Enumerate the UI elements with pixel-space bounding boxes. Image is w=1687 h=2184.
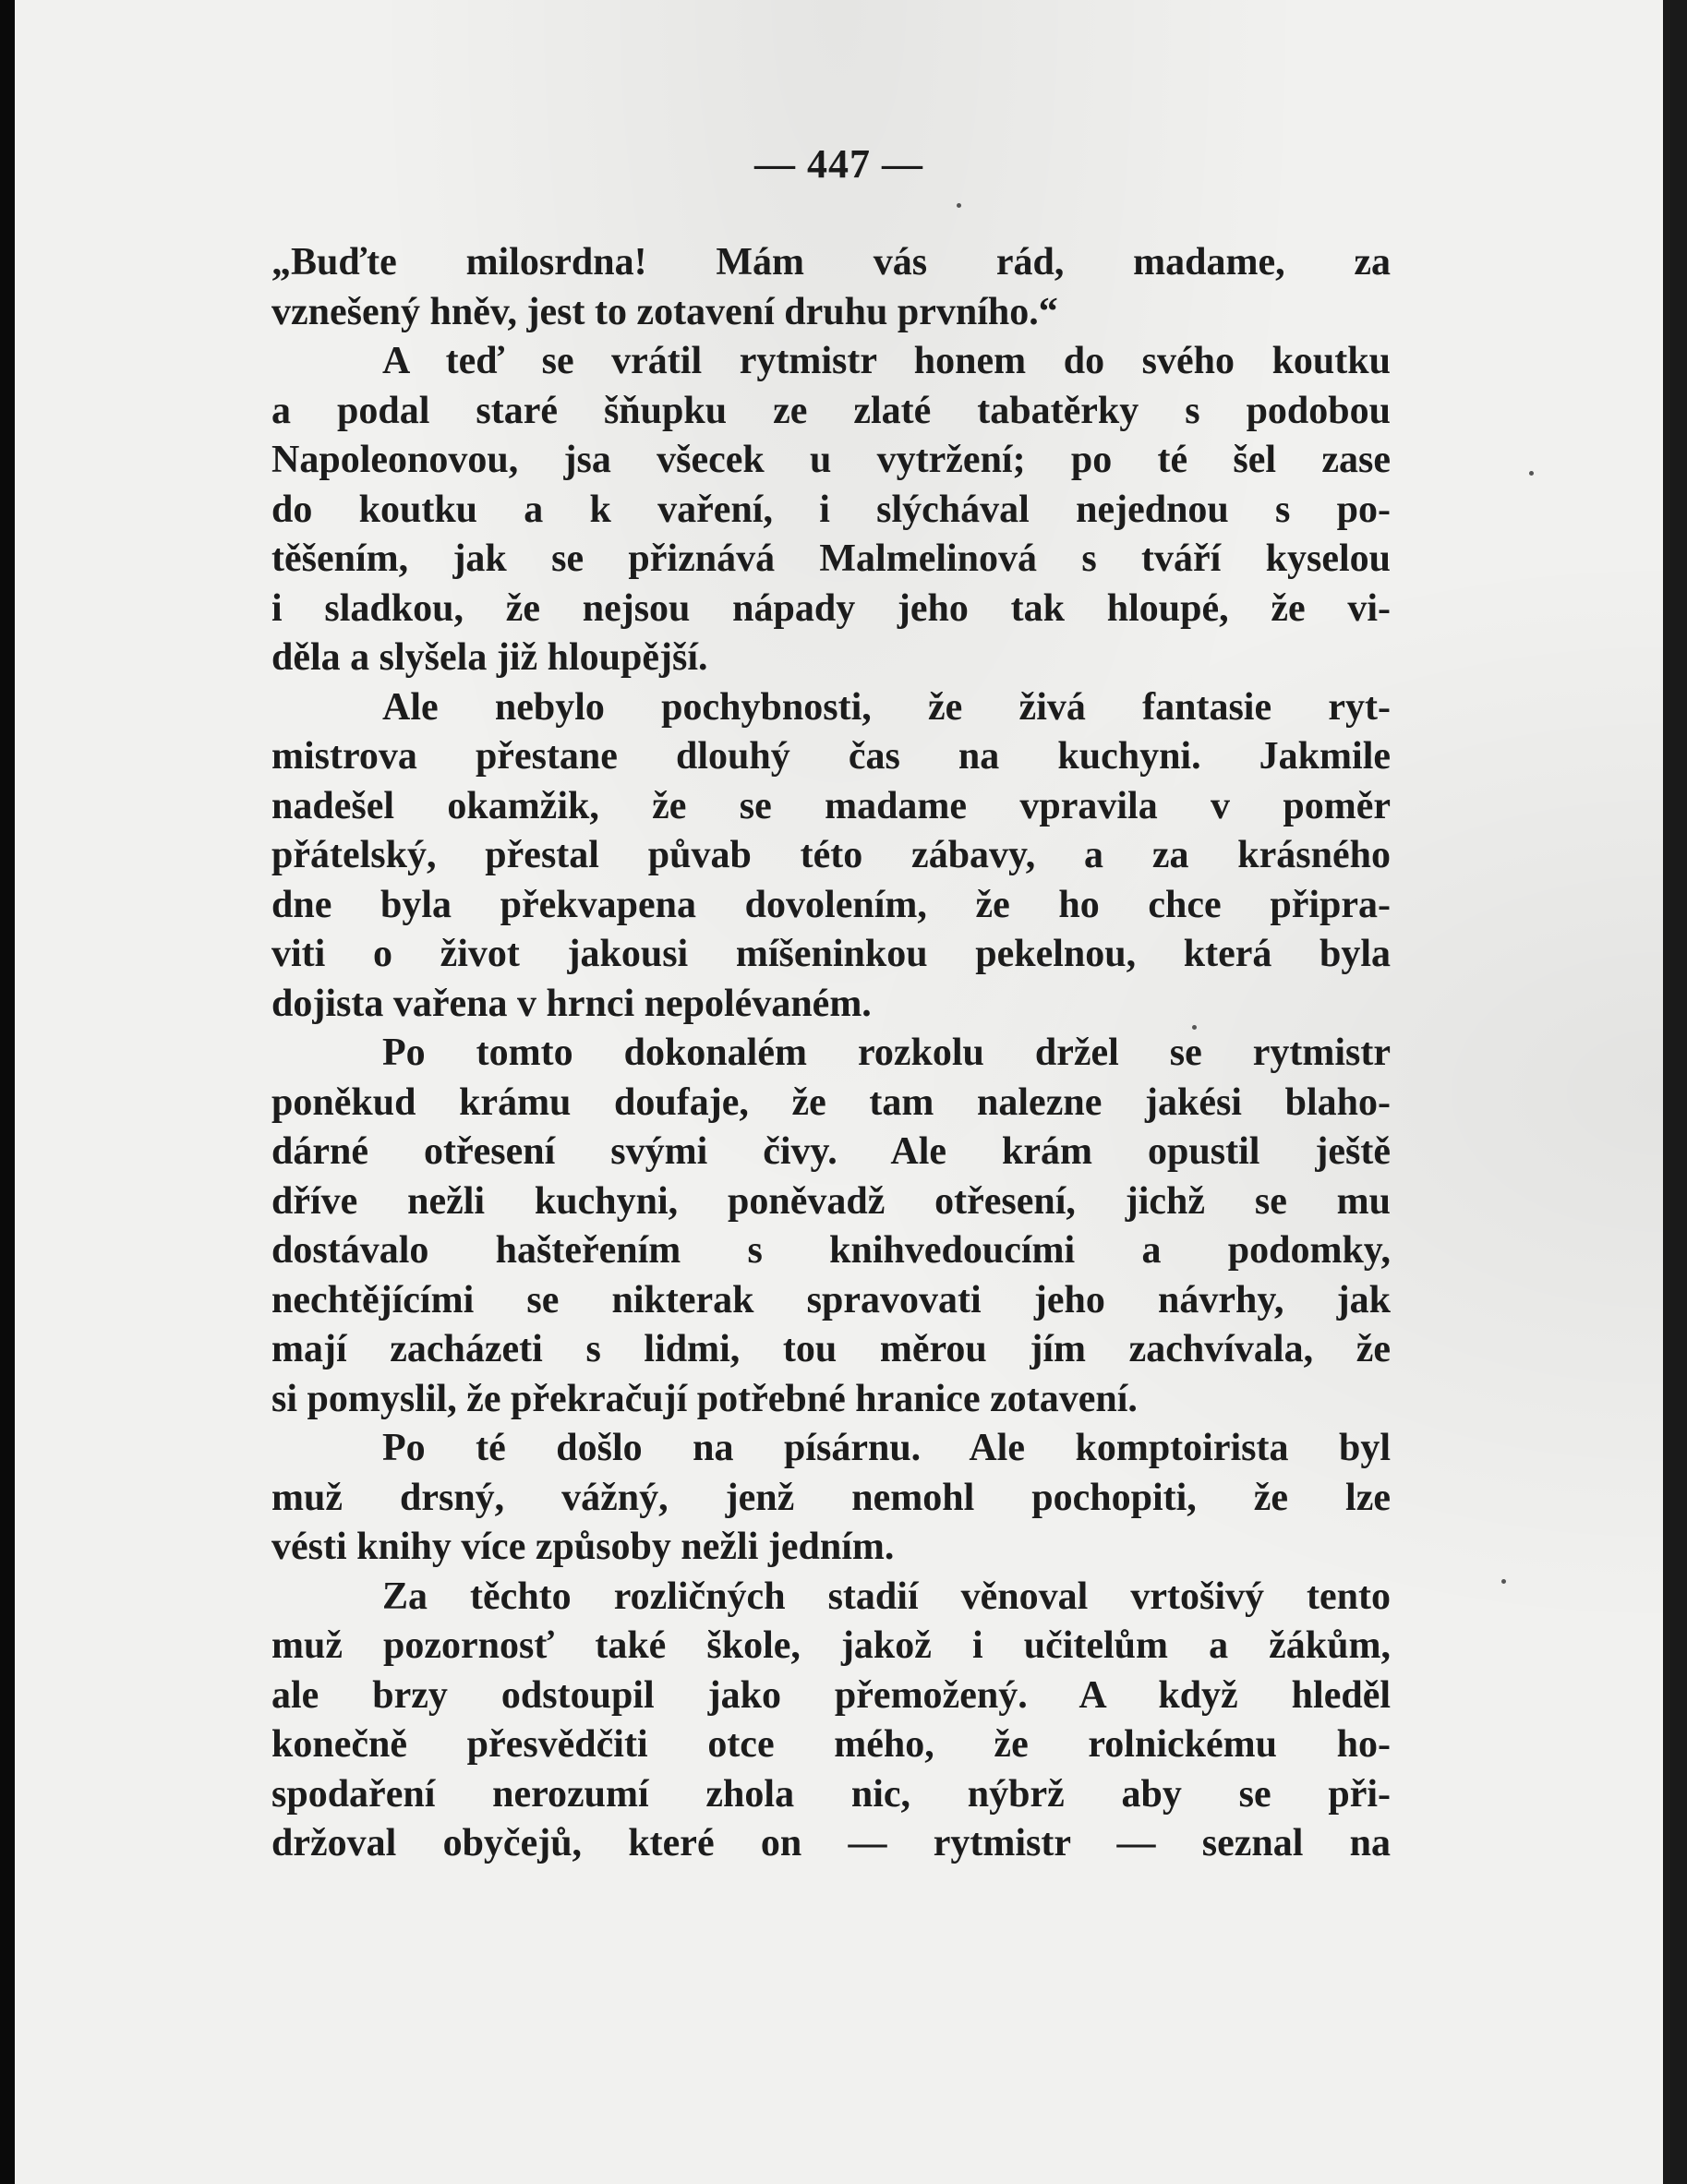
- text-line: spodaření nerozumí zhola nic, nýbrž aby se při-: [271, 1772, 1391, 1816]
- paper-speck: [1192, 1025, 1197, 1030]
- text-line: konečně přesvědčiti otce mého, že rolnickému ho-: [271, 1723, 1391, 1766]
- page-number: — 447 —: [754, 141, 923, 187]
- text-line: si pomyslil, že překračují potřebné hranice zotavení.: [271, 1377, 1138, 1420]
- text-line: Po té došlo na písárnu. Ale komptoirista byl: [382, 1427, 1391, 1469]
- text-line: a podal staré šňupku ze zlaté tabatěrky s podobou: [271, 389, 1391, 432]
- text-line: dříve nežli kuchyni, poněvadž otřesení, jichž se mu: [271, 1179, 1391, 1223]
- text-line: mistrova přestane dlouhý čas na kuchyni. Jakmile: [271, 735, 1391, 778]
- text-line: i sladkou, že nejsou nápady jeho tak hloupé, že vi-: [271, 586, 1391, 630]
- text-line: děla a slyšela již hloupější.: [271, 636, 708, 679]
- text-line: držoval obyčejů, které on — rytmistr — seznal na: [271, 1822, 1391, 1864]
- text-line: nadešel okamžik, že se madame vpravila v poměr: [271, 784, 1391, 827]
- text-line: Ale nebylo pochybnosti, že živá fantasie ryt-: [382, 685, 1391, 729]
- text-line: A teď se vrátil rytmistr honem do svého koutku: [382, 340, 1391, 382]
- text-line: viti o život jakousi míšeninkou pekelnou, která byla: [271, 933, 1391, 975]
- text-line: muž drsný, vážný, jenž nemohl pochopiti, že lze: [271, 1476, 1391, 1519]
- text-line: dárné otřesení svými čivy. Ale krám opustil ještě: [271, 1130, 1391, 1173]
- text-line: vznešený hněv, jest to zotavení druhu prvního.“: [271, 290, 1058, 333]
- paper-speck: [957, 203, 961, 208]
- text-line: Po tomto dokonalém rozkolu držel se rytmistr: [382, 1032, 1391, 1074]
- text-line: Napoleonovou, jsa všecek u vytržení; po té šel zase: [271, 439, 1391, 481]
- text-line: ale brzy odstoupil jako přemožený. A když hleděl: [271, 1673, 1391, 1717]
- paper-speck: [1501, 1579, 1506, 1584]
- text-line: vésti knihy více způsoby nežli jedním.: [271, 1526, 895, 1568]
- text-line: dojista vařena v hrnci nepolévaném.: [271, 982, 872, 1025]
- scan-left-border: [0, 0, 15, 2184]
- text-line: mají zacházeti s lidmi, tou měrou jím zachvívala, že: [271, 1328, 1391, 1370]
- text-line: „Buďte milosrdna! Mám vás rád, madame, za: [271, 241, 1391, 284]
- text-line: těšením, jak se přiznává Malmelinová s tváří kyselou: [271, 537, 1391, 580]
- text-line: muž pozornosť také škole, jakož i učitelům a žákům,: [271, 1624, 1391, 1667]
- paper-speck: [1529, 471, 1534, 476]
- book-page: [15, 0, 1663, 2184]
- text-line: Za těchto rozličných stadií věnoval vrtošivý tento: [382, 1575, 1391, 1618]
- text-line: dostávalo hašteřením s knihvedoucími a podomky,: [271, 1229, 1391, 1272]
- body-text: [271, 238, 1391, 1869]
- text-line: přátelský, přestal půvab této zábavy, a za krásného: [271, 834, 1391, 876]
- scan-right-border: [1663, 0, 1687, 2184]
- text-line: poněkud krámu doufaje, že tam nalezne jakési blaho-: [271, 1080, 1391, 1124]
- text-line: dne byla překvapena dovolením, že ho chce připra-: [271, 883, 1391, 926]
- text-line: nechtějícími se nikterak spravovati jeho návrhy, jak: [271, 1278, 1391, 1321]
- text-line: do koutku a k vaření, i slýchával nejednou s po-: [271, 488, 1391, 531]
